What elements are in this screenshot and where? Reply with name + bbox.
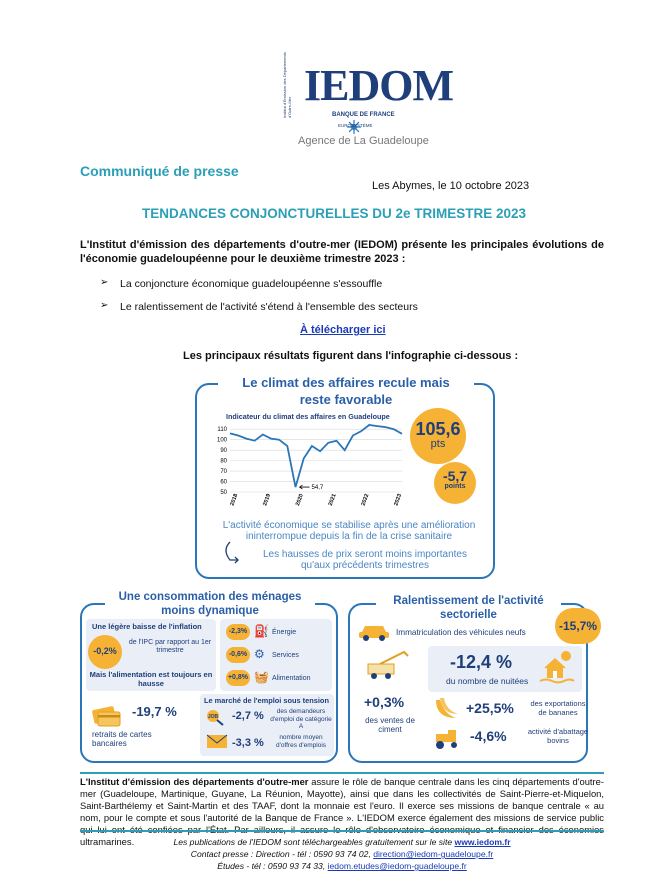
y-tick-label: 70 — [220, 469, 227, 476]
climate-note-2 — [240, 549, 490, 571]
climate-change-bubble — [434, 462, 476, 504]
climate-change: -5,7 — [442, 468, 468, 484]
inflation-head: Une légère baisse de l'inflation — [92, 622, 202, 631]
y-tick-label: 50 — [220, 490, 227, 496]
download-link[interactable]: À télécharger ici — [300, 324, 386, 336]
job2-value: -3,3 % — [232, 737, 264, 749]
y-tick-label: 110 — [217, 427, 227, 434]
ipc-value: -0,2% — [88, 635, 122, 669]
envelope-icon — [206, 733, 228, 749]
footer-lead: L'Institut d'émission des départements d'outre-mer — [80, 776, 309, 787]
nights-label: du nombre de nuitées — [446, 676, 529, 686]
energy-label: Énergie — [272, 629, 297, 636]
climate-note-1 — [204, 520, 494, 542]
job-search-icon — [204, 708, 226, 726]
cattle-label: activité d'abattage bovins — [527, 727, 589, 745]
intro-text: L'Institut d'émission des départements d'outre-mer (IEDOM) présente les principales évolutions de l'économie guadeloupéenne pour le deuxième trimestre 2023 : — [80, 239, 604, 265]
job1-label: des demandeurs d'emploi de catégorie A — [270, 708, 332, 730]
series-line — [230, 425, 402, 487]
page-title: TENDANCES CONJONCTURELLES DU 2e TRIMESTRE 2023 — [141, 206, 527, 221]
job2-label: nombre moyen d'offres d'emplois — [275, 734, 327, 749]
website-link[interactable]: www.iedom.fr — [454, 837, 511, 847]
climate-title — [218, 374, 474, 408]
annotation-arrow — [300, 485, 310, 489]
footer-rule-top — [80, 772, 604, 774]
basket-icon: 🧺 — [254, 670, 269, 684]
climate-value-bubble — [410, 408, 466, 464]
food-label: Alimentation — [272, 675, 311, 682]
results-intro: Les principaux résultats figurent dans l'infographie ci-dessous : — [183, 350, 519, 362]
direction-email-link[interactable]: direction@iedom-guadeloupe.fr — [373, 849, 494, 859]
food-value: +0,8% — [226, 670, 250, 686]
note1-line1: L'activité économique se stabilise après une amélioration — [222, 520, 476, 531]
x-tick-label: 2021 — [327, 493, 338, 507]
nights-value: -12,4 % — [450, 652, 513, 672]
car-icon — [358, 620, 390, 642]
job-head: Le marché de l'emploi sous tension — [204, 696, 329, 705]
banana-label: des exportations de bananes — [530, 699, 586, 717]
cement-label: des ventes de ciment — [365, 716, 415, 734]
climate-value-unit: pts — [430, 438, 446, 450]
x-tick-label: 2019 — [262, 493, 273, 507]
consumption-title-line2: moins dynamique — [161, 605, 259, 617]
food-note: Mais l'alimentation est toujours en hausse — [89, 670, 213, 688]
press-release-label: Communiqué de presse — [80, 163, 239, 179]
cards-label: retraits de cartes bancaires — [92, 730, 152, 748]
studies-text: Études - tél : 0590 93 74 33, — [217, 861, 328, 871]
logo-banque-de-france: BANQUE DE FRANCE — [332, 112, 395, 118]
climate-value: 105,6 — [415, 419, 461, 439]
note2-line1: Les hausses de prix seront moins importantes — [263, 549, 467, 560]
list-item: ➢ La conjoncture économique guadeloupéenne s'essouffle — [98, 278, 598, 290]
ipc-text: de l'IPC par rapport au 1er trimestre — [128, 639, 212, 654]
services-value: -0,6% — [226, 647, 250, 663]
note2-line2: qu'aux précédents trimestres — [300, 560, 430, 571]
services-label: Services — [272, 652, 299, 659]
footer-publications — [80, 837, 604, 848]
banana-value: +25,5% — [466, 700, 514, 716]
place-date: Les Abymes, le 10 octobre 2023 — [372, 180, 530, 192]
cards-value: -19,7 % — [132, 704, 177, 719]
x-tick-label: 2022 — [360, 493, 371, 507]
chart-title: Indicateur du climat des affaires en Guadeloupe — [226, 412, 390, 421]
climate-change-unit: points — [444, 483, 466, 490]
y-tick-label: 90 — [220, 448, 227, 455]
crane-truck-icon — [364, 648, 414, 682]
energy-value: -2,3% — [226, 624, 250, 640]
x-tick-label: 2018 — [229, 493, 240, 507]
bank-cards-icon — [92, 704, 122, 728]
consumption-title-line1: Une consommation des ménages — [118, 591, 302, 603]
hotel-sun-icon — [538, 648, 576, 686]
iedom-logo — [282, 40, 453, 150]
cattle-value: -4,6% — [470, 728, 507, 744]
y-tick-label: 80 — [220, 458, 227, 465]
cement-value: +0,3% — [364, 694, 405, 710]
fuel-pump-icon: ⛽ — [254, 624, 269, 638]
climate-title-line1: Le climat des affaires recule mais — [242, 375, 450, 390]
logo-eurosysteme: EUROSYSTÈME — [338, 123, 373, 128]
studies-email-link[interactable]: iedom.etudes@iedom-guadeloupe.fr — [327, 861, 467, 871]
agency-name: Agence de La Guadeloupe — [298, 135, 429, 147]
curved-arrow-icon — [220, 540, 242, 564]
climate-line-chart — [204, 420, 408, 518]
y-tick-label: 100 — [216, 437, 227, 444]
cars-value: -15,7% — [555, 608, 601, 644]
publications-text: Les publications de l'IEDOM sont téléchargeables gratuitement sur le site — [173, 837, 455, 847]
cars-label: Immatriculation des véhicules neufs — [396, 628, 526, 637]
job-badge: JOB — [207, 714, 219, 720]
annotation-label: 54,7 — [311, 485, 324, 492]
logo-side-text: Institut d'Émission des Départements d'Outre-Mer — [282, 52, 292, 118]
sectors-title — [376, 594, 561, 622]
sectors-title-line2: sectorielle — [440, 609, 497, 621]
list-item: ➢ Le ralentissement de l'activité s'étend à l'ensemble des secteurs — [98, 301, 598, 313]
services-icon: ⚙ — [254, 647, 265, 661]
consumption-title — [105, 590, 315, 618]
y-tick-label: 60 — [220, 479, 227, 486]
job1-value: -2,7 % — [232, 710, 264, 722]
x-tick-label: 2023 — [393, 493, 404, 507]
key-points-list — [98, 278, 598, 324]
contact-text: Contact presse : Direction - tél : 0590 93 74 02, — [190, 849, 374, 859]
footer-text: assure le rôle de banque centrale dans les cinq départements d'outre-mer (Guadeloupe, Martinique, Guyane, La Réunion, Mayotte), ainsi que dans les collectivités de Saint-Pierre-et-Miquelon, Saint-Barthélemy et Saint-Martin et des TAAF, dont la monnaie est l'euro. Il exerce ses missions de banque centrale « au nom, pour le compte et sous l'autorité de la Banque de France ». L'IEDOM exerce également des missions de service public ultramarines. — [80, 776, 604, 847]
sectors-title-line1: Ralentissement de l'activité — [393, 595, 544, 607]
footer-rule-bottom — [80, 830, 604, 832]
climate-title-line2: reste favorable — [299, 392, 393, 407]
footer-studies — [80, 861, 604, 872]
footer-contact — [80, 849, 604, 860]
tractor-icon — [432, 728, 462, 750]
note1-line2: ininterrompue depuis la fin de la crise sanitaire — [245, 531, 453, 542]
logo-word: IEDOM — [304, 61, 453, 110]
x-tick-label: 2020 — [295, 493, 305, 507]
banana-icon — [432, 696, 460, 722]
